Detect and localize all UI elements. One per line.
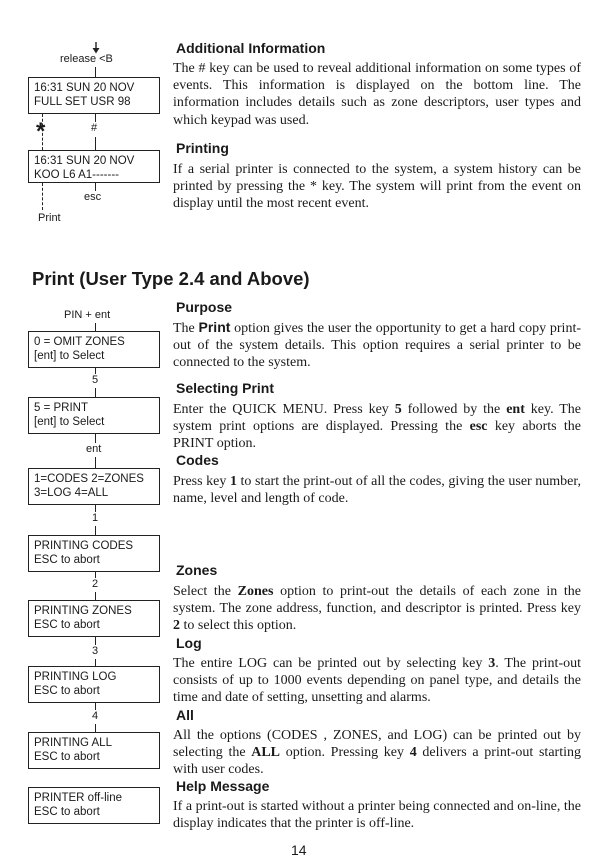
text-run: option to print-out the details of each zone in the system. The zone address, function, and descriptor is printed. Press key	[173, 584, 581, 617]
connector	[95, 724, 96, 732]
lcd-printing-log	[28, 666, 160, 703]
lcd-line: 0 = OMIT ZONES	[34, 336, 125, 348]
text-run: Press key	[173, 474, 230, 489]
text-run: Select the	[173, 584, 238, 599]
bold-run: 3	[488, 656, 496, 671]
selecting-print-heading: Selecting Print	[176, 380, 275, 396]
purpose-text	[173, 319, 581, 372]
dashed-connector	[42, 183, 43, 210]
text-run: All the options (CODES , ZONES, and LOG) can be printed out by selecting the	[173, 728, 581, 761]
connector	[95, 323, 96, 331]
text-run: Enter the QUICK MENU. Press key	[173, 402, 395, 417]
lcd-line: ESC to abort	[34, 554, 100, 566]
bold-run: 2	[173, 618, 180, 634]
bold-run: Zones	[237, 584, 274, 599]
lcd-line: ESC to abort	[34, 685, 100, 697]
additional-info-heading: Additional Information	[176, 40, 326, 56]
lcd-line: ESC to abort	[34, 619, 100, 631]
bold-run: ent	[506, 402, 525, 417]
lcd-line: PRINTING ALL	[34, 737, 112, 749]
hash-key-label: #	[91, 122, 98, 134]
log-text	[173, 655, 581, 707]
lcd-line: ESC to abort	[34, 806, 100, 818]
text-run: option gives the user the opportunity to get a hard copy print-out of the system details. This option requires a serial printer to be connected to the system.	[173, 321, 581, 371]
all-text	[173, 727, 581, 779]
bold-run: 5	[394, 402, 402, 417]
text-run: followed by the	[401, 402, 507, 417]
codes-heading: Codes	[176, 452, 219, 468]
text-run: The entire LOG can be printed out by selecting key	[173, 656, 489, 671]
lcd-print-menu	[28, 468, 160, 505]
text-run: option. Pressing key	[280, 745, 410, 761]
bold-run: 4	[409, 745, 417, 761]
text-run: to select this option.	[180, 618, 297, 634]
connector	[95, 457, 96, 468]
lcd-line: 3=LOG 4=ALL	[34, 487, 109, 499]
lcd-line: PRINTER off-line	[34, 792, 122, 804]
lcd-line: 16:31 SUN 20 NOV	[34, 82, 135, 94]
help-message-text: If a print-out is started without a printer being connected and on-line, the display indicates that the printer is off-line.	[173, 799, 581, 832]
bold-run: ALL	[251, 745, 281, 761]
connector	[95, 388, 96, 397]
lcd-printing-codes	[28, 535, 160, 572]
lcd-event-detail-display	[28, 150, 160, 183]
lcd-printer-offline	[28, 787, 160, 824]
printing-text: If a serial printer is connected to the system, a system history can be printed by pressing the * key. The system will print from the event on display until the most recent event.	[173, 162, 581, 212]
lcd-print-option	[28, 397, 160, 434]
section-title: Print (User Type 2.4 and Above)	[32, 268, 310, 289]
lcd-line: PRINTING CODES	[34, 540, 134, 552]
lcd-line: 1=CODES 2=ZONES	[34, 473, 144, 485]
ent-key-label: ent	[86, 443, 102, 455]
esc-key-label: esc	[84, 191, 102, 203]
connector	[95, 505, 96, 512]
connector	[95, 114, 96, 122]
connector	[95, 526, 96, 535]
connector	[95, 67, 96, 77]
print-label: Print	[38, 212, 61, 224]
lcd-line: PRINTING LOG	[34, 671, 117, 683]
connector	[95, 592, 96, 600]
lcd-event-display	[28, 77, 160, 114]
connector	[95, 659, 96, 666]
page-number: 14	[291, 842, 307, 858]
text-run: The	[173, 321, 199, 336]
lcd-printing-zones	[28, 600, 160, 637]
log-heading: Log	[176, 635, 202, 651]
bold-run: 1	[229, 474, 237, 489]
selecting-print-text	[173, 401, 581, 453]
connector	[95, 703, 96, 710]
lcd-omit-zones	[28, 331, 160, 368]
bold-run: Print	[198, 319, 231, 335]
bold-run: esc	[469, 419, 488, 435]
key-5-label: 5	[92, 374, 99, 386]
connector	[95, 637, 96, 645]
key-1-label: 1	[92, 512, 99, 524]
lcd-line: 5 = PRINT	[34, 402, 89, 414]
key-4-label: 4	[92, 710, 99, 722]
purpose-heading: Purpose	[176, 299, 233, 315]
zones-text	[173, 583, 581, 635]
text-run: delivers a print-out starting with user codes.	[173, 745, 581, 778]
text-run: key aborts the PRINT option.	[173, 419, 581, 452]
pin-ent-label: PIN + ent	[64, 309, 111, 321]
lcd-printing-all	[28, 732, 160, 769]
lcd-line: 16:31 SUN 20 NOV	[34, 155, 135, 167]
lcd-line: FULL SET USR 98	[34, 96, 131, 108]
codes-text	[173, 473, 581, 507]
lcd-line: PRINTING ZONES	[34, 605, 132, 617]
additional-info-text: The # key can be used to reveal additional information on some types of events. This information is displayed on the bottom line. The information includes details such as zone descriptors, user types and which keypad was used.	[173, 61, 581, 128]
lcd-line: [ent] to Select	[34, 350, 105, 362]
printing-heading: Printing	[176, 140, 229, 156]
star-key-label: *	[36, 118, 46, 145]
release-label: release <B	[60, 53, 113, 65]
lcd-line: [ent] to Select	[34, 416, 105, 428]
key-3-label: 3	[92, 645, 99, 657]
lcd-line: KOO L6 A1-------	[34, 169, 119, 181]
connector	[95, 434, 96, 443]
connector	[95, 183, 96, 191]
help-message-heading: Help Message	[176, 778, 270, 794]
all-heading: All	[176, 707, 194, 723]
text-run: . The print-out consists of up to 1000 events depending on panel type, and details the time and date of setting, unsetting and alarms.	[173, 656, 581, 706]
text-run: to start the print-out of all the codes, giving the user number, name, level and length of code.	[173, 474, 581, 507]
lcd-line: ESC to abort	[34, 751, 100, 763]
key-2-label: 2	[92, 578, 99, 590]
text-run: key. The system print options are displayed. Pressing the	[173, 402, 581, 435]
connector	[95, 137, 96, 150]
zones-heading: Zones	[176, 562, 218, 578]
